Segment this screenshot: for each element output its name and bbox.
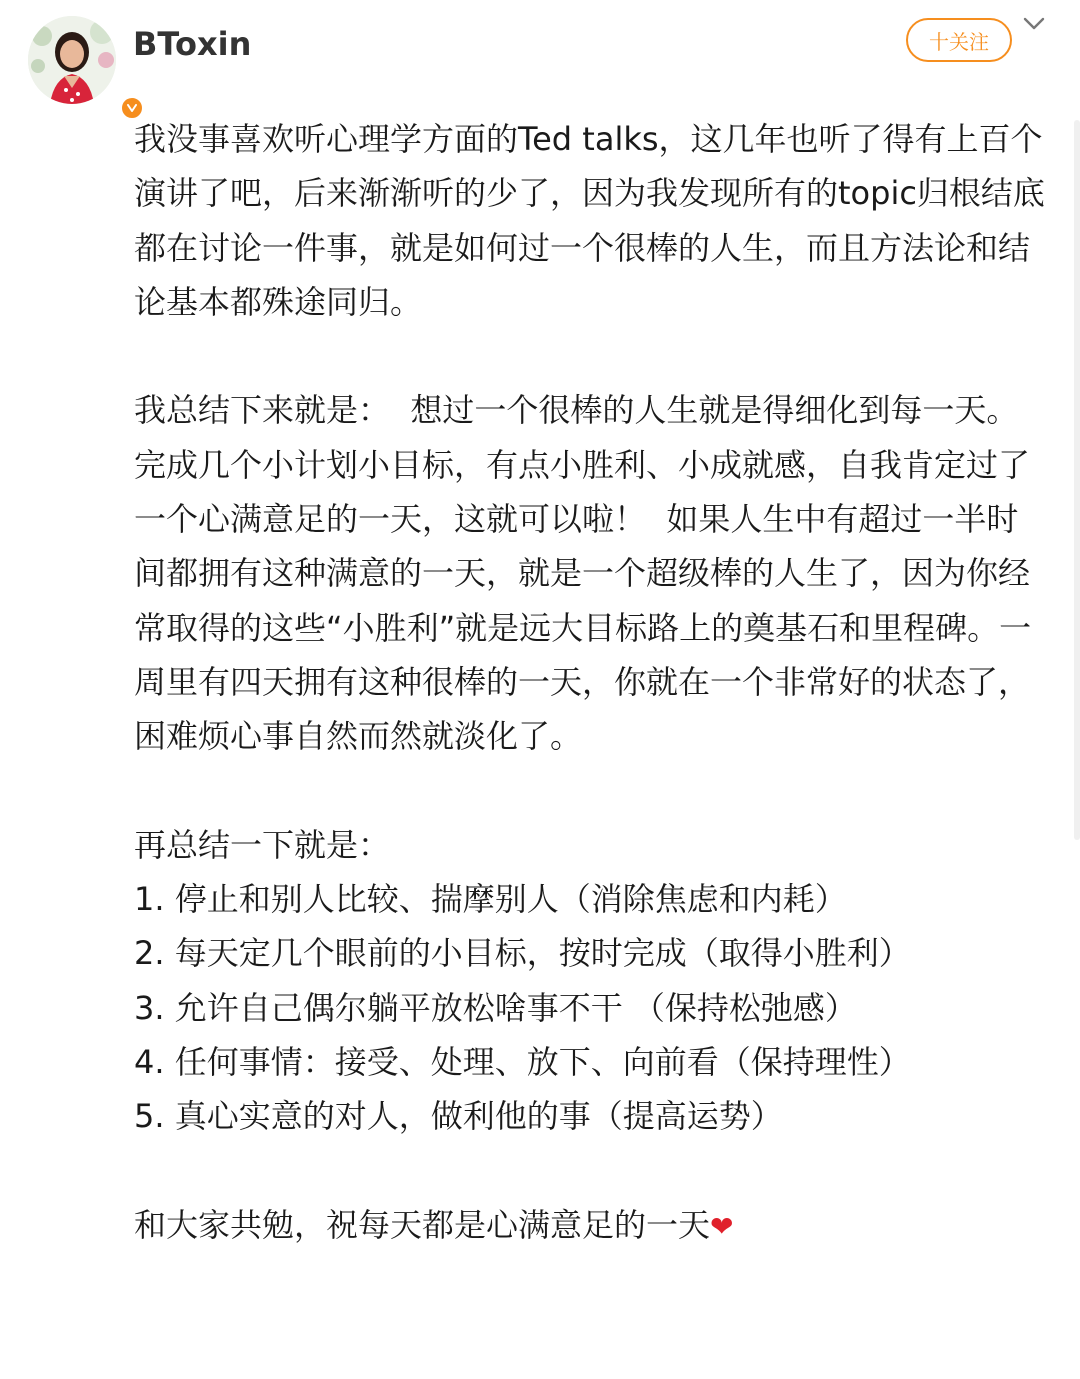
post-header <box>0 0 1080 110</box>
list-item: 1. 停止和别人比较、揣摩别人（消除焦虑和内耗） <box>134 880 847 919</box>
paragraph-summary: 我总结下来就是： 想过一个很棒的人生就是得细化到每一天。完成几个小计划小目标，有点小胜利、小成就感，自我肯定过了一个心满意足的一天，这就可以啦！ 如果人生中有超过一半时间都拥有这种满意的一天，就是一个超级棒的人生了，因为你经常取得的这些“小胜利”就是远大目标路上的奠基石和里程碑。一周里有四天拥有这种很棒的一天，你就在一个非常好的状态了，困难烦心事自然而然就淡化了。 <box>134 391 1032 756</box>
scrollbar[interactable] <box>1074 120 1080 840</box>
list-item: 3. 允许自己偶尔躺平放松啥事不干 （保持松弛感） <box>134 988 857 1027</box>
paragraph-intro: 我没事喜欢听心理学方面的Ted talks，这几年也听了得有上百个演讲了吧，后来渐渐听的少了，因为我发现所有的topic归根结底都在讨论一件事，就是如何过一个很棒的人生，而且方法论和结论基本都殊途同归。 <box>134 120 1045 321</box>
avatar-image <box>28 16 116 104</box>
avatar-portrait-icon <box>28 16 116 104</box>
closing-line <box>134 1198 1049 1254</box>
author-name[interactable]: BToxin <box>133 25 252 63</box>
list-item: 4. 任何事情：接受、处理、放下、向前看（保持理性） <box>134 1043 911 1082</box>
chevron-down-icon[interactable] <box>1020 12 1048 36</box>
follow-button[interactable]: 十关注 <box>906 18 1012 62</box>
heart-icon: ❤ <box>710 1209 734 1243</box>
closing-text: 和大家共勉，祝每天都是心满意足的一天 <box>134 1205 711 1244</box>
post-body <box>134 112 1049 1254</box>
summary-title: 再总结一下就是： <box>134 825 391 864</box>
list-item: 5. 真心实意的对人，做利他的事（提高运势） <box>134 1097 783 1136</box>
list-item: 2. 每天定几个眼前的小目标，按时完成（取得小胜利） <box>134 934 911 973</box>
avatar[interactable] <box>28 16 116 104</box>
